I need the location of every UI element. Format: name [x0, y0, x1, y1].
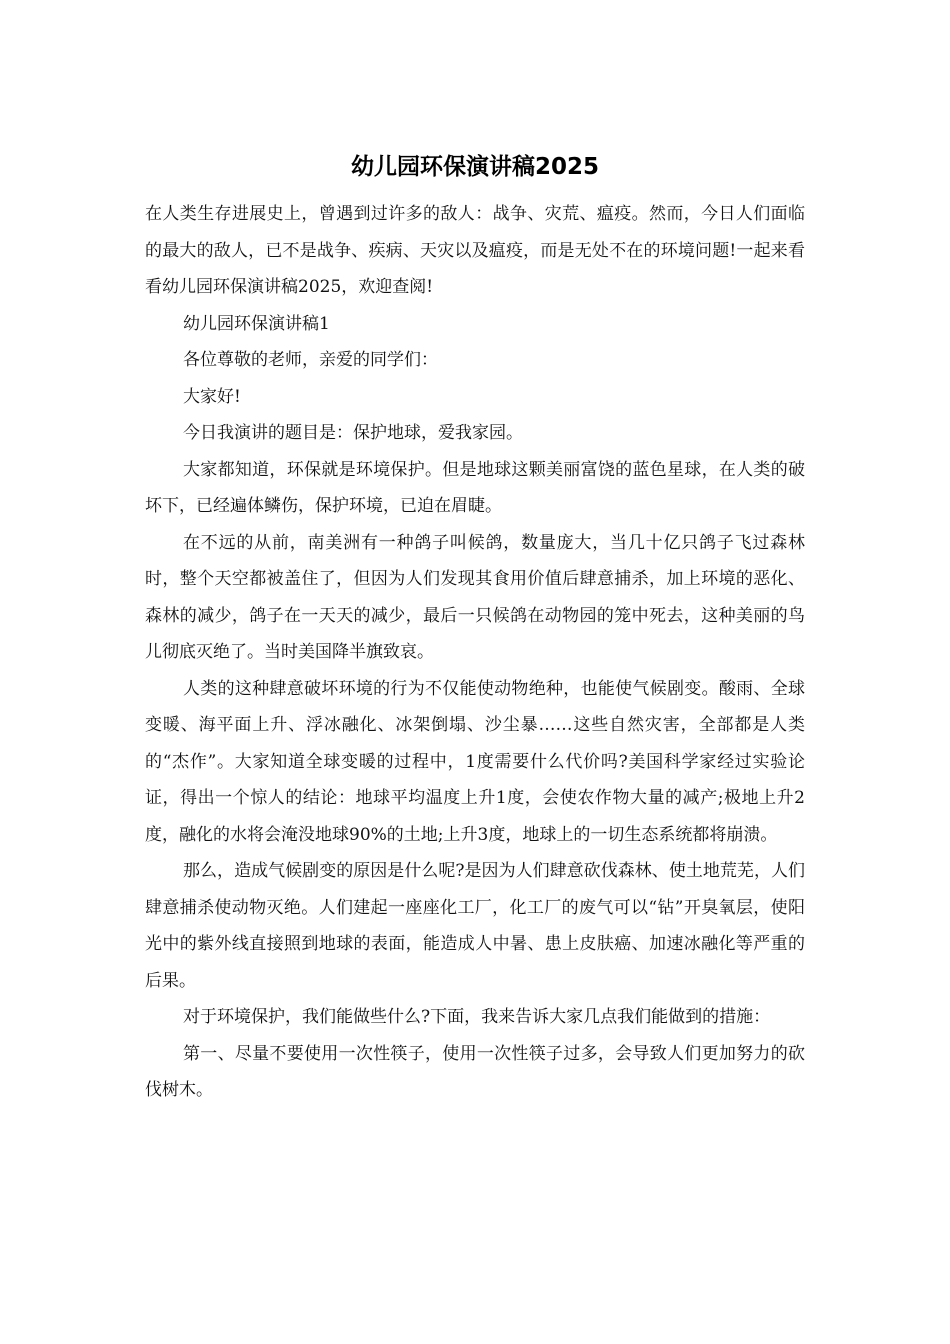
paragraph-measures-intro: 对于环境保护，我们能做些什么?下面，我来告诉大家几点我们能做到的措施：	[183, 1007, 771, 1027]
paragraph-topic: 今日我演讲的题目是：保护地球，爱我家园。	[183, 423, 523, 443]
paragraph-climate-change: 人类的这种肆意破坏环境的行为不仅能使动物绝种，也能使气候剧变。酸雨、全球变暖、海平面上升、浮冰融化、冰架倒塌、沙尘暴……这些自然灾害，全部都是人类的“杰作”。大家知道全球变暖的过程中，1度需要什么代价吗?美国科学家经过实验论证，得出一个惊人的结论：地球平均温度上升1度，会使农作物大量的减产;极地上升2度，融化的水将会淹没地球90%的土地;上升3度，地球上的一切生态系统都将崩溃。	[145, 678, 805, 845]
document-title: 幼儿园环保演讲稿2025	[350, 154, 599, 180]
document-body	[145, 196, 805, 1109]
paragraph-measure-one: 第一、尽量不要使用一次性筷子，使用一次性筷子过多，会导致人们更加努力的砍伐树木。	[145, 1043, 805, 1100]
paragraph-passenger-pigeon: 在不远的从前，南美洲有一种鸽子叫候鸽，数量庞大，当几十亿只鸽子飞过森林时，整个天空都被盖住了，但因为人们发现其食用价值后肆意捕杀，加上环境的恶化、森林的减少，鸽子在一天天的减少，最后一只候鸽在动物园的笼中死去，这种美丽的鸟儿彻底灭绝了。当时美国降半旗致哀。	[145, 532, 805, 662]
paragraph-intro: 在人类生存进展史上，曾遇到过许多的敌人：战争、灾荒、瘟疫。然而，今日人们面临的最大的敌人，已不是战争、疾病、天灾以及瘟疫，而是无处不在的环境问题!一起来看看幼儿园环保演讲稿2025，欢迎查阅!	[145, 204, 805, 297]
paragraph-environment: 大家都知道，环保就是环境保护。但是地球这颗美丽富饶的蓝色星球，在人类的破坏下，已经遍体鳞伤，保护环境，已迫在眉睫。	[145, 459, 805, 516]
paragraph-greeting: 大家好!	[183, 386, 241, 407]
paragraph-speech-heading: 幼儿园环保演讲稿1	[183, 313, 330, 334]
paragraph-salutation: 各位尊敬的老师，亲爱的同学们：	[183, 350, 438, 370]
paragraph-causes: 那么，造成气候剧变的原因是什么呢?是因为人们肆意砍伐森林、使土地荒芜，人们肆意捕杀使动物灭绝。人们建起一座座化工厂，化工厂的废气可以“钻”开臭氧层，使阳光中的紫外线直接照到地球的表面，能造成人中暑、患上皮肤癌、加速冰融化等严重的后果。	[145, 861, 805, 991]
